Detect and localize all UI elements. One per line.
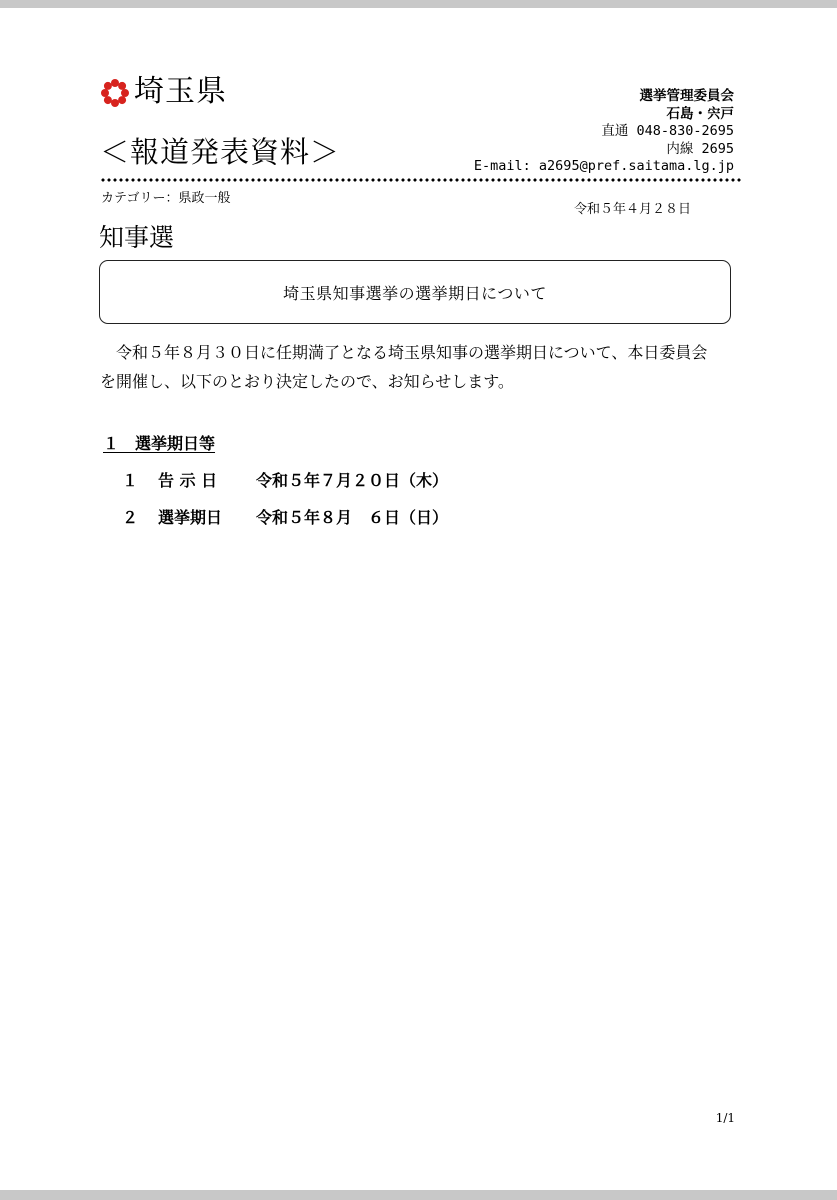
contact-extension: 内線 2695 [666,140,734,157]
schedule-row-value: 令和５年７月２０日（木） [256,471,449,490]
schedule-row [122,507,448,529]
document-page [0,8,837,1190]
contact-block [474,88,734,176]
saitama-emblem-icon [100,78,130,108]
subject-text: 埼玉県知事選挙の選挙期日について [283,283,547,303]
contact-staff: 石島・宍戸 [666,105,734,122]
schedule-row-number: ２ [122,508,139,527]
contact-email: E-mail: a2695@pref.saitama.lg.jp [473,158,734,174]
item-heading: １ 選挙期日等 [103,434,216,453]
body-paragraph [100,338,750,396]
schedule-row-value: 令和５年８月 ６日（日） [256,508,449,527]
body-line-1: 令和５年８月３０日に任期満了となる埼玉県知事の選挙期日について、本日委員会 [116,343,708,362]
contact-department: 選挙管理委員会 [639,88,734,104]
contact-direct-line: 直通 048-830-2695 [601,123,734,139]
logo-org-name: 埼玉県 [134,74,227,109]
subject-box [99,260,731,324]
schedule-row [122,470,448,492]
page-number: 1/1 [715,1111,735,1125]
schedule-row-label: 選挙期日 [158,508,223,527]
release-date: 令和５年４月２８日 [573,202,691,217]
body-line-2: を開催し、以下のとおり決定したので、お知らせします。 [100,372,514,391]
category-label: カテゴリー：県政一般 [101,191,231,206]
dotted-divider [100,178,741,182]
press-release-title: ＜報道発表資料＞ [100,135,341,169]
schedule-row-label: 告 示 日 [158,471,218,490]
schedule-row-number: １ [122,471,139,490]
section-title: 知事選 [99,223,175,252]
